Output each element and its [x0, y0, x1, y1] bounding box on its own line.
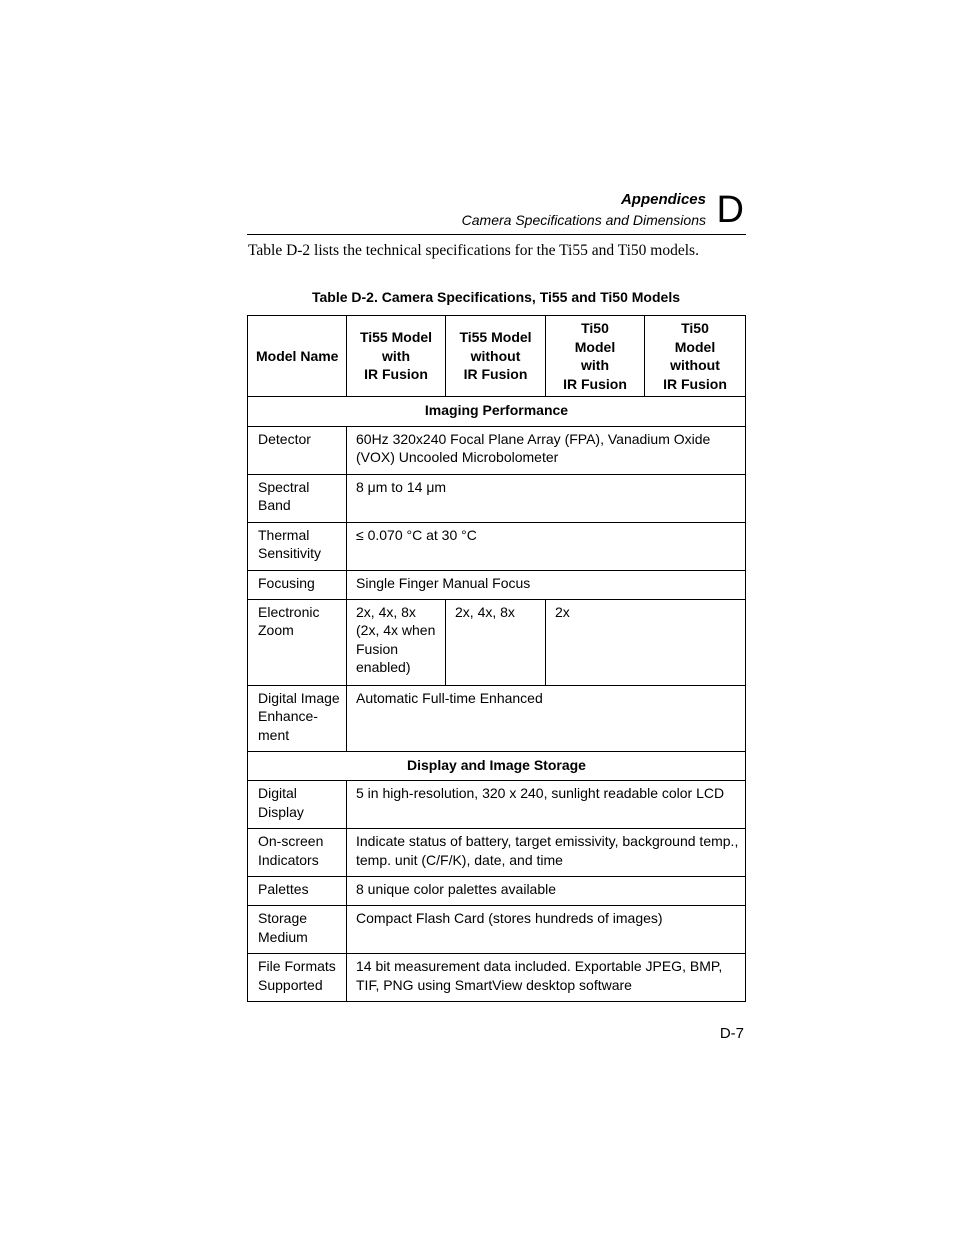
row-value: Automatic Full-time Enhanced [347, 685, 746, 751]
row-label: Spectral Band [248, 474, 347, 522]
page-number: D-7 [719, 1025, 744, 1042]
spec-table [247, 315, 746, 1002]
section-title-imaging: Imaging Performance [248, 397, 746, 427]
page-header [247, 190, 746, 235]
row-label: Digital Display [248, 781, 347, 829]
row-value: 8 unique color palettes available [347, 877, 746, 906]
header-ti50-without: Ti50 Model without IR Fusion [645, 316, 746, 397]
row-value: 5 in high-resolution, 320 x 240, sunlight readable color LCD [347, 781, 746, 829]
header-ti55-without: Ti55 Model without IR Fusion [446, 316, 546, 397]
row-label: Detector [248, 426, 347, 474]
section-title-display: Display and Image Storage [248, 751, 746, 781]
row-value: ≤ 0.070 °C at 30 °C [347, 522, 746, 570]
table-row [248, 685, 746, 751]
row-label: File Formats Supported [248, 954, 347, 1002]
intro-paragraph: Table D-2 lists the technical specifications for the Ti55 and Ti50 models. [248, 242, 699, 259]
row-value: Single Finger Manual Focus [347, 570, 746, 599]
table-row [248, 877, 746, 906]
section-row-imaging [248, 397, 746, 427]
table-row [248, 829, 746, 877]
header-ti50-with: Ti50 Model with IR Fusion [546, 316, 645, 397]
table-row [248, 906, 746, 954]
row-label: On-screen Indicators [248, 829, 347, 877]
header-subsection-title: Camera Specifications and Dimensions [461, 212, 706, 228]
header-model-name: Model Name [248, 316, 347, 397]
table-caption: Table D-2. Camera Specifications, Ti55 and Ti50 Models [311, 289, 680, 305]
zoom-ti50: 2x [546, 599, 746, 685]
zoom-ti55-with: 2x, 4x, 8x (2x, 4x when Fusion enabled) [347, 599, 446, 685]
header-row [248, 316, 746, 397]
table-row [248, 570, 746, 599]
row-value: 14 bit measurement data included. Exportable JPEG, BMP, TIF, PNG using SmartView desktop software [347, 954, 746, 1002]
row-label: Palettes [248, 877, 347, 906]
row-value: 60Hz 320x240 Focal Plane Array (FPA), Vanadium Oxide (VOX) Uncooled Microbolometer [347, 426, 746, 474]
table-row [248, 522, 746, 570]
row-label: Thermal Sensitivity [248, 522, 347, 570]
table-row [248, 954, 746, 1002]
row-label: Storage Medium [248, 906, 347, 954]
row-value: Compact Flash Card (stores hundreds of images) [347, 906, 746, 954]
row-label: Focusing [248, 570, 347, 599]
appendix-letter: D [716, 189, 744, 231]
header-section-title: Appendices [620, 191, 706, 208]
table-row [248, 426, 746, 474]
table-row [248, 474, 746, 522]
table-row [248, 781, 746, 829]
header-ti55-with: Ti55 Model with IR Fusion [347, 316, 446, 397]
row-value: 8 μm to 14 μm [347, 474, 746, 522]
zoom-ti55-without: 2x, 4x, 8x [446, 599, 546, 685]
row-label: Digital Image Enhance- ment [248, 685, 347, 751]
row-value: Indicate status of battery, target emissivity, background temp., temp. unit (C/F/K), date, and time [347, 829, 746, 877]
row-label: Electronic Zoom [248, 599, 347, 685]
section-row-display [248, 751, 746, 781]
table-row-zoom [248, 599, 746, 685]
